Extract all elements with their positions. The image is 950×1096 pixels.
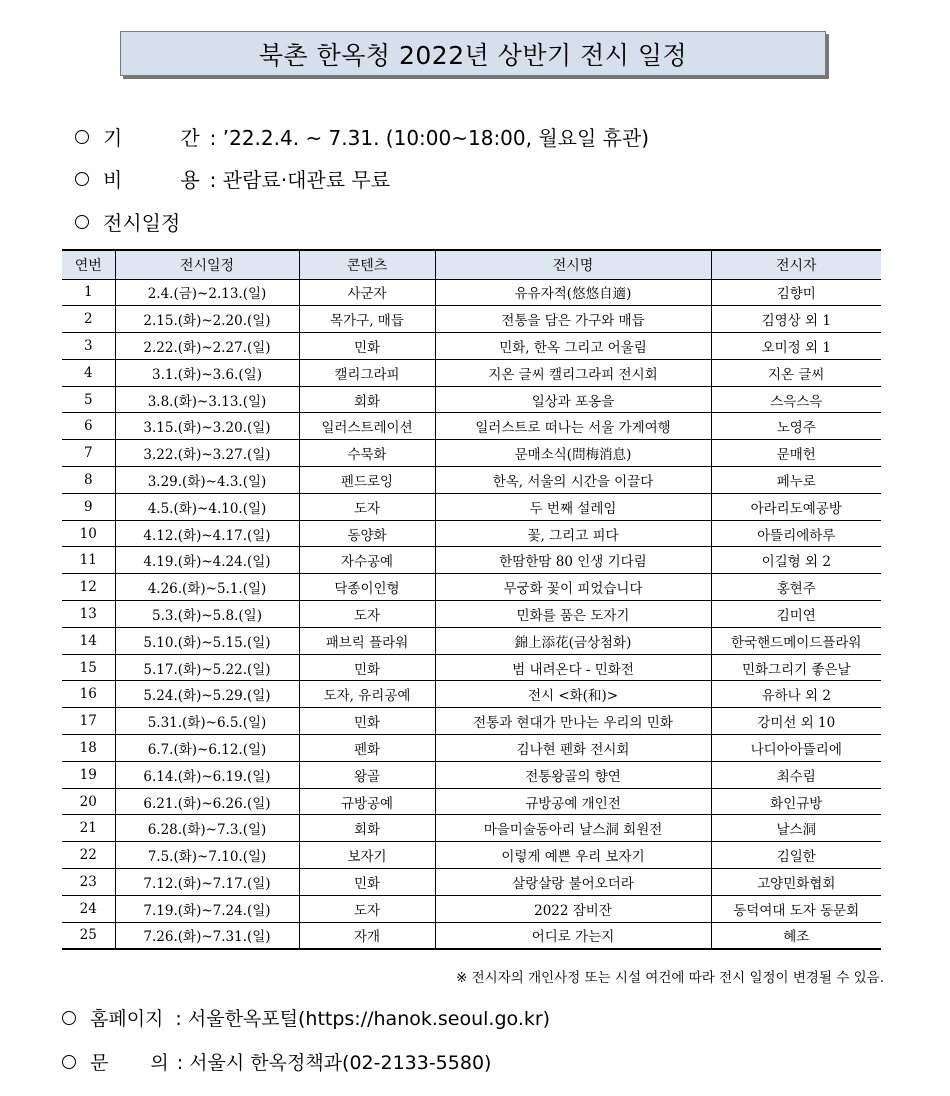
cell-exhibitor: 페누로 [711,467,881,494]
cell-number: 12 [62,574,115,601]
cell-exhibitor: 문매헌 [711,440,881,467]
cell-content: 도자 [299,493,435,520]
cell-dates: 6.14.(화)~6.19.(일) [115,761,299,788]
cell-exhibitor: 혜조 [711,922,881,949]
table-row [62,306,881,333]
cell-dates: 5.10.(화)~5.15.(일) [115,627,299,654]
cell-exhibitor: 나디아아뜰리에 [711,735,881,762]
cell-content: 일러스트레이션 [299,413,435,440]
table-row [62,922,881,949]
cell-dates: 6.7.(화)~6.12.(일) [115,735,299,762]
table-row [62,761,881,788]
cell-content: 도자 [299,895,435,922]
period-line [75,122,649,151]
cell-exhibitor: 한국핸드메이드플라워 [711,627,881,654]
cell-exhibitor: 민화그리기 좋은날 [711,654,881,681]
cell-exhibitor: 홍현주 [711,574,881,601]
cell-number: 14 [62,627,115,654]
table-row [62,601,881,628]
table-row [62,788,881,815]
contact-label-1: 문 [90,1052,109,1074]
table-row [62,708,881,735]
cell-dates: 5.24.(화)~5.29.(일) [115,681,299,708]
cell-exhibition-name: 김나현 펜화 전시회 [435,735,711,762]
cell-content: 도자, 유리공예 [299,681,435,708]
fee-label-1: 비 [103,168,123,192]
cell-exhibition-name: 어디로 가는지 [435,922,711,949]
homepage-label: 홈페이지 [90,1008,164,1030]
cell-exhibition-name: 살랑살랑 불어오더라 [435,869,711,896]
header-dates: 전시일정 [115,250,299,279]
contact-line [62,1048,491,1075]
cell-number: 21 [62,815,115,842]
contact-label-2: 의 [150,1052,169,1074]
cell-content: 회화 [299,386,435,413]
homepage-value[interactable]: : 서울한옥포털(https://hanok.seoul.go.kr) [175,1008,551,1030]
schedule-heading: 전시일정 [103,211,181,235]
cell-exhibition-name: 민화를 품은 도자기 [435,601,711,628]
table-row [62,735,881,762]
cell-content: 캘리그라피 [299,359,435,386]
cell-content: 규방공예 [299,788,435,815]
cell-exhibition-name: 한땀한땀 80 인생 기다림 [435,547,711,574]
cell-number: 16 [62,681,115,708]
header-exhibitor: 전시자 [711,250,881,279]
header-exhibition-name: 전시명 [435,250,711,279]
table-row [62,359,881,386]
cell-exhibitor: 최수림 [711,761,881,788]
cell-exhibition-name: 두 번째 설레임 [435,493,711,520]
cell-exhibitor: 스윽스윽 [711,386,881,413]
cell-exhibition-name: 전통왕골의 향연 [435,761,711,788]
cell-content: 펜드로잉 [299,467,435,494]
cell-content: 목가구, 매듭 [299,306,435,333]
cell-number: 23 [62,869,115,896]
cell-exhibitor: 김일한 [711,842,881,869]
cell-content: 패브릭 플라워 [299,627,435,654]
cell-exhibition-name: 이렇게 예쁜 우리 보자기 [435,842,711,869]
cell-number: 5 [62,386,115,413]
cell-number: 7 [62,440,115,467]
table-header-row [62,250,881,279]
cell-exhibitor: 김영상 외 1 [711,306,881,333]
cell-exhibitor: 동덕여대 도자 동문회 [711,895,881,922]
table-row [62,333,881,360]
cell-exhibition-name: 유유자적(悠悠自適) [435,279,711,306]
exhibition-schedule-table [62,249,881,950]
fee-line [75,164,390,193]
header-number: 연번 [62,250,115,279]
table-row [62,654,881,681]
cell-dates: 6.28.(화)~7.3.(일) [115,815,299,842]
cell-exhibition-name: 범 내려온다 - 민화전 [435,654,711,681]
cell-content: 도자 [299,601,435,628]
fee-value: : 관람료·대관료 무료 [209,168,391,192]
cell-exhibitor: 오미정 외 1 [711,333,881,360]
cell-dates: 5.31.(화)~6.5.(일) [115,708,299,735]
cell-number: 8 [62,467,115,494]
cell-dates: 4.26.(화)~5.1.(일) [115,574,299,601]
cell-dates: 5.3.(화)~5.8.(일) [115,601,299,628]
cell-exhibitor: 노영주 [711,413,881,440]
cell-number: 2 [62,306,115,333]
cell-content: 왕골 [299,761,435,788]
cell-exhibition-name: 지온 글씨 캘리그라피 전시회 [435,359,711,386]
cell-dates: 4.5.(화)~4.10.(일) [115,493,299,520]
cell-number: 18 [62,735,115,762]
cell-exhibition-name: 전시 <화(和)> [435,681,711,708]
cell-dates: 3.1.(화)~3.6.(일) [115,359,299,386]
cell-exhibition-name: 전통을 담은 가구와 매듭 [435,306,711,333]
cell-dates: 3.29.(화)~4.3.(일) [115,467,299,494]
table-row [62,815,881,842]
cell-exhibitor: 김향미 [711,279,881,306]
cell-exhibition-name: 꽃, 그리고 피다 [435,520,711,547]
table-row [62,413,881,440]
bullet-circle-icon [62,1011,76,1025]
document-title: 북촌 한옥청 2022년 상반기 전시 일정 [258,40,688,70]
cell-exhibition-name: 일러스트로 떠나는 서울 가게여행 [435,413,711,440]
cell-content: 민화 [299,333,435,360]
cell-exhibitor: 이길형 외 2 [711,547,881,574]
cell-content: 민화 [299,654,435,681]
cell-content: 민화 [299,869,435,896]
cell-content: 수묵화 [299,440,435,467]
cell-exhibitor: 날스洞 [711,815,881,842]
cell-exhibition-name: 錦上添花(금상첨화) [435,627,711,654]
cell-exhibition-name: 규방공예 개인전 [435,788,711,815]
cell-exhibitor: 화인규방 [711,788,881,815]
cell-dates: 7.12.(화)~7.17.(일) [115,869,299,896]
cell-exhibition-name: 무궁화 꽃이 피었습니다 [435,574,711,601]
cell-number: 1 [62,279,115,306]
cell-content: 민화 [299,708,435,735]
cell-number: 20 [62,788,115,815]
table-row [62,279,881,306]
cell-number: 17 [62,708,115,735]
cell-exhibitor: 아뜰리에하루 [711,520,881,547]
cell-number: 22 [62,842,115,869]
change-notice: ※ 전시자의 개인사정 또는 시설 여건에 따라 전시 일정이 변경될 수 있음. [456,970,884,986]
bullet-circle-icon [62,1055,76,1069]
cell-dates: 4.12.(화)~4.17.(일) [115,520,299,547]
cell-dates: 3.8.(화)~3.13.(일) [115,386,299,413]
cell-dates: 7.5.(화)~7.10.(일) [115,842,299,869]
cell-number: 4 [62,359,115,386]
table-body [62,279,881,949]
cell-exhibitor: 유하나 외 2 [711,681,881,708]
table-row [62,895,881,922]
cell-exhibition-name: 문매소식(問梅消息) [435,440,711,467]
table-row [62,386,881,413]
table-row [62,547,881,574]
table-row [62,869,881,896]
bullet-circle-icon [75,215,89,229]
table-row [62,681,881,708]
cell-number: 13 [62,601,115,628]
cell-exhibition-name: 민화, 한옥 그리고 어울림 [435,333,711,360]
cell-content: 보자기 [299,842,435,869]
cell-dates: 5.17.(화)~5.22.(일) [115,654,299,681]
table-row [62,520,881,547]
cell-dates: 3.22.(화)~3.27.(일) [115,440,299,467]
cell-exhibitor: 고양민화협회 [711,869,881,896]
cell-content: 사군자 [299,279,435,306]
table-row [62,574,881,601]
cell-exhibition-name: 전통과 현대가 만나는 우리의 민화 [435,708,711,735]
cell-dates: 6.21.(화)~6.26.(일) [115,788,299,815]
cell-dates: 2.4.(금)~2.13.(일) [115,279,299,306]
header-content: 콘텐츠 [299,250,435,279]
period-label-1: 기 [103,126,123,150]
period-label-2: 간 [180,126,200,150]
cell-exhibitor: 지온 글씨 [711,359,881,386]
cell-exhibition-name: 2022 잠비잔 [435,895,711,922]
fee-label-2: 용 [180,168,200,192]
cell-content: 닥종이인형 [299,574,435,601]
table-row [62,440,881,467]
cell-number: 24 [62,895,115,922]
cell-content: 동양화 [299,520,435,547]
cell-exhibitor: 아라리도예공방 [711,493,881,520]
cell-content: 회화 [299,815,435,842]
cell-number: 6 [62,413,115,440]
contact-value: : 서울시 한옥정책과(02-2133-5580) [176,1052,492,1074]
cell-exhibitor: 김미연 [711,601,881,628]
cell-dates: 2.15.(화)~2.20.(일) [115,306,299,333]
cell-number: 3 [62,333,115,360]
cell-number: 25 [62,922,115,949]
cell-dates: 2.22.(화)~2.27.(일) [115,333,299,360]
bullet-circle-icon [75,172,89,186]
table-row [62,467,881,494]
table-row [62,493,881,520]
cell-number: 15 [62,654,115,681]
document-title-box [120,31,826,76]
cell-number: 10 [62,520,115,547]
cell-content: 자수공예 [299,547,435,574]
cell-dates: 7.19.(화)~7.24.(일) [115,895,299,922]
cell-dates: 7.26.(화)~7.31.(일) [115,922,299,949]
period-value: : ’22.2.4. ~ 7.31. (10:00~18:00, 월요일 휴관) [209,126,650,150]
bullet-circle-icon [75,130,89,144]
cell-exhibition-name: 마을미술동아리 날스洞 회원전 [435,815,711,842]
cell-exhibition-name: 한옥, 서울의 시간을 이끌다 [435,467,711,494]
cell-number: 19 [62,761,115,788]
table-row [62,842,881,869]
schedule-heading-line [75,207,180,236]
cell-exhibitor: 강미선 외 10 [711,708,881,735]
cell-dates: 4.19.(화)~4.24.(일) [115,547,299,574]
cell-content: 펜화 [299,735,435,762]
cell-number: 11 [62,547,115,574]
cell-number: 9 [62,493,115,520]
cell-dates: 3.15.(화)~3.20.(일) [115,413,299,440]
table-row [62,627,881,654]
cell-content: 자개 [299,922,435,949]
homepage-line [62,1004,550,1031]
cell-exhibition-name: 일상과 포옹을 [435,386,711,413]
